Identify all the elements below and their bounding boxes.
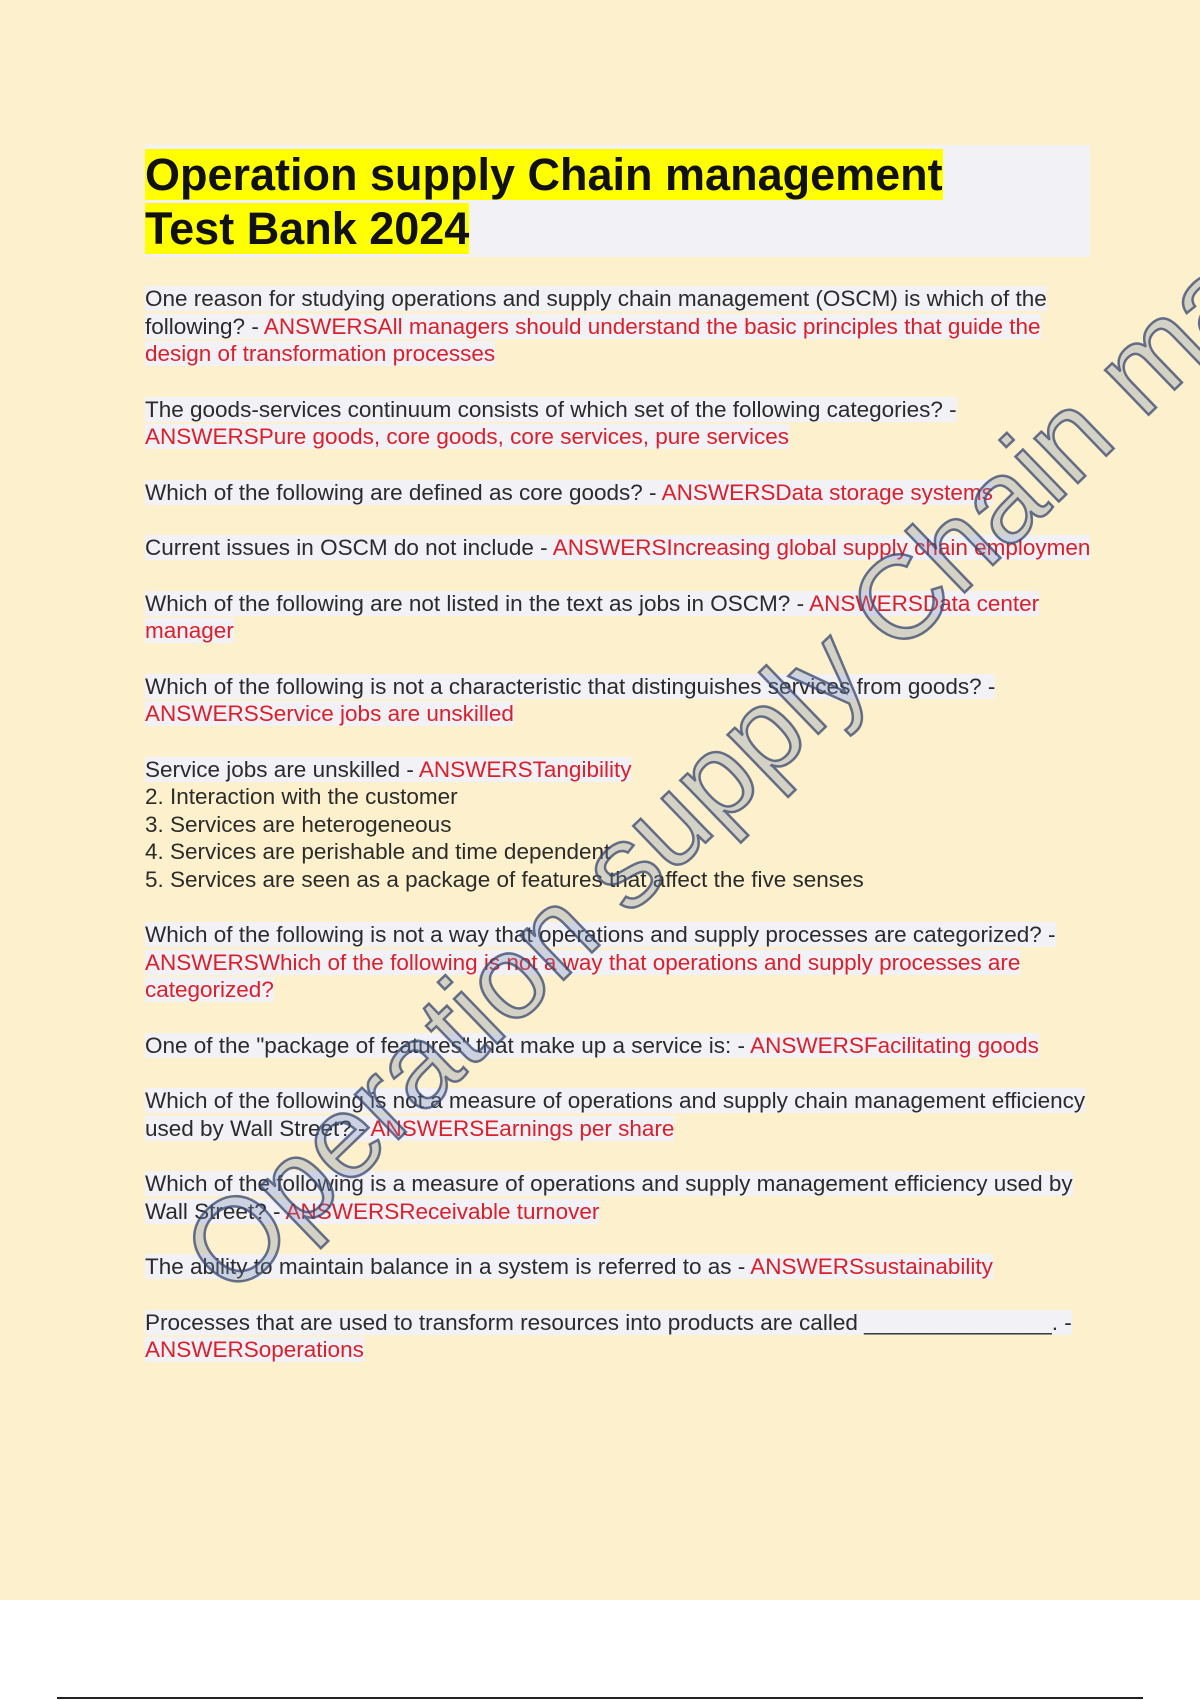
qa-item — [145, 479, 1100, 507]
answer-text: ANSWERSoperations — [145, 1337, 364, 1362]
qa-item — [145, 590, 1100, 645]
question-text: Which of the following is not a characteristic that distinguishes services from goods? - — [145, 673, 996, 699]
answer-text: ANSWERSTangibility — [418, 756, 632, 782]
answer-text: ANSWERSFacilitating goods — [750, 1032, 1039, 1058]
title-line-1: Operation supply Chain management — [145, 149, 943, 200]
answer-text: ANSWERSData storage systems — [661, 479, 993, 505]
question-text: Service jobs are unskilled - — [145, 756, 419, 782]
question-text: The ability to maintain balance in a system is referred to as - — [145, 1254, 751, 1279]
question-text: Which of the following is a measure of operations and supply management efficiency used by Wall Street? - — [145, 1171, 1073, 1224]
answer-text: ANSWERSIncreasing global supply chain employmen — [552, 535, 1091, 560]
document-title — [145, 148, 943, 256]
question-text: The goods-services continuum consists of which set of the following categories? - — [145, 396, 957, 422]
list-item: 3. Services are heterogeneous — [145, 811, 452, 837]
answer-text: ANSWERSService jobs are unskilled — [145, 701, 514, 726]
list-item: 2. Interaction with the customer — [145, 784, 458, 809]
qa-item — [145, 1170, 1100, 1225]
answer-text: ANSWERSAll managers should understand the basic principles that guide the design of transformation processes — [145, 313, 1041, 366]
question-text: One of the "package of features" that make up a service is: - — [145, 1032, 751, 1058]
qa-item — [145, 756, 1100, 894]
question-text: One reason for studying operations and supply chain management (OSCM) is which of the following? - — [145, 286, 1047, 339]
question-text: Which of the following is not a measure of operations and supply chain management efficiency used by Wall Street? - — [145, 1088, 1086, 1141]
title-line-2: Test Bank 2024 — [145, 203, 470, 254]
answer-text: ANSWERSData center manager — [145, 590, 1040, 643]
qa-item — [145, 534, 1100, 562]
qa-item — [145, 1032, 1100, 1060]
question-text: Which of the following are defined as core goods? - — [145, 479, 662, 505]
list-item: 4. Services are perishable and time dependent — [145, 839, 611, 864]
list-item: 5. Services are seen as a package of features that affect the five senses — [145, 866, 864, 892]
question-text: Which of the following is not a way that operations and supply processes are categorized? - — [145, 922, 1056, 947]
answer-text: ANSWERSsustainability — [750, 1254, 993, 1279]
qa-item — [145, 396, 1100, 451]
qa-item — [145, 921, 1100, 1004]
answer-text: ANSWERSReceivable turnover — [285, 1198, 600, 1224]
question-text: Current issues in OSCM do not include - — [145, 535, 553, 560]
answer-text: ANSWERSWhich of the following is not a way that operations and supply processes are categorized? — [145, 949, 1021, 1002]
qa-item — [145, 1087, 1100, 1142]
question-text: Processes that are used to transform resources into products are called _______________. - — [145, 1309, 1072, 1335]
qa-item — [145, 1309, 1100, 1364]
answer-text: ANSWERSPure goods, core goods, core services, pure services — [145, 424, 790, 449]
answer-text: ANSWERSEarnings per share — [370, 1115, 675, 1141]
qa-item — [145, 285, 1100, 368]
footer-divider — [57, 1697, 1143, 1699]
qa-item — [145, 1253, 1100, 1281]
question-text: Which of the following are not listed in the text as jobs in OSCM? - — [145, 590, 810, 616]
qa-item — [145, 673, 1100, 728]
qa-list — [145, 285, 1100, 1392]
